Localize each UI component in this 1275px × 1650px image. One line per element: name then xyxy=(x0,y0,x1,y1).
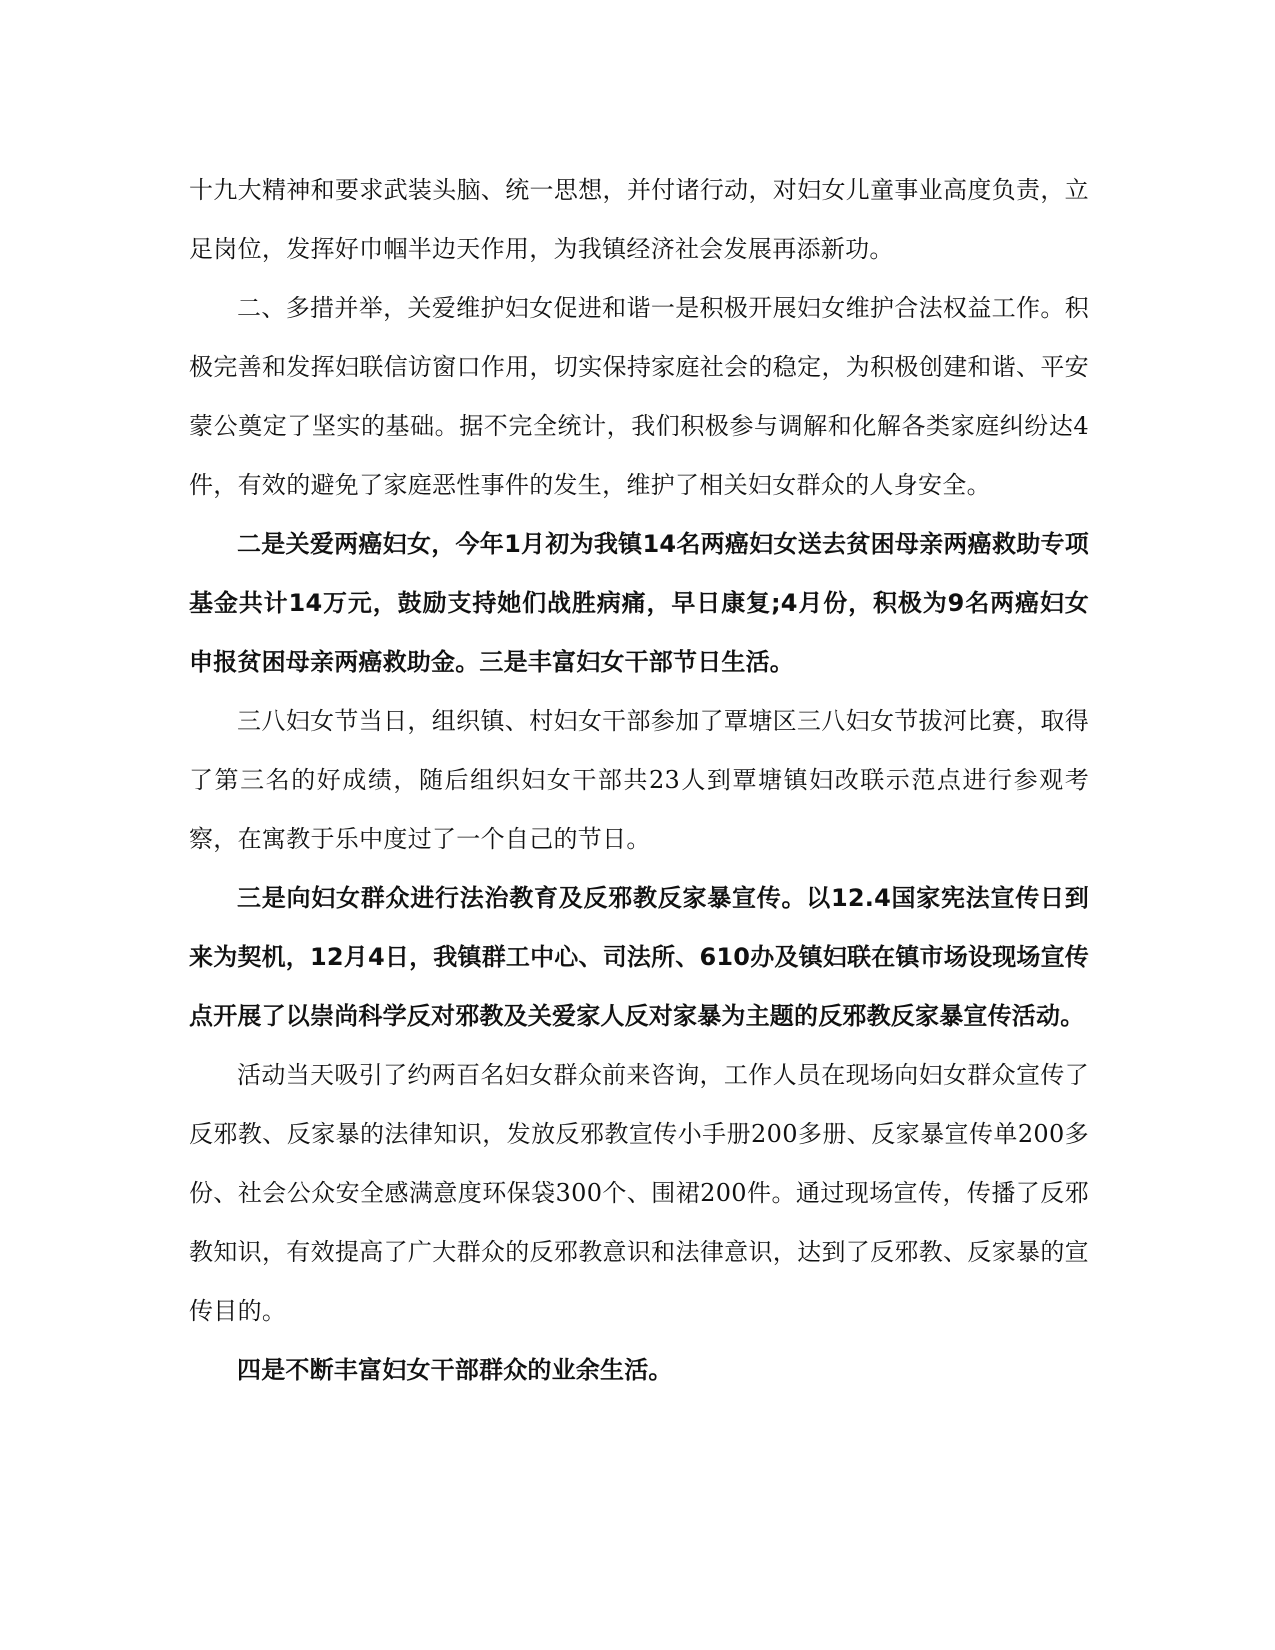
paragraph-leisure-life: 四是不断丰富妇女干部群众的业余生活。 xyxy=(237,1356,673,1384)
paragraph-womens-day: 三八妇女节当日，组织镇、村妇女干部参加了覃塘区三八妇女节拔河比赛，取得了第三名的好成绩，随后组织妇女干部共23人到覃塘镇妇改联示范点进行参观考察，在寓教于乐中度过了一个自己的节日。 xyxy=(189,707,1089,853)
paragraph-event-day: 活动当天吸引了约两百名妇女群众前来咨询，工作人员在现场向妇女群众宣传了反邪教、反家暴的法律知识，发放反邪教宣传小手册200多册、反家暴宣传单200多份、社会公众安全感满意度环保袋300个、围裙200件。通过现场宣传，传播了反邪教知识，有效提高了广大群众的反邪教意识和法律意识，达到了反邪教、反家暴的宣传目的。 xyxy=(189,1061,1089,1325)
paragraph-cancer-care: 二是关爱两癌妇女，今年1月初为我镇14名两癌妇女送去贫困母亲两癌救助专项基金共计14万元，鼓励支持她们战胜病痛，早日康复;4月份，积极为9名两癌妇女申报贫困母亲两癌救助金。三是丰富妇女干部节日生活。 xyxy=(189,530,1089,676)
document-body xyxy=(189,161,1089,1400)
paragraph-continuation: 十九大精神和要求武装头脑、统一思想，并付诸行动，对妇女儿童事业高度负责，立足岗位，发挥好巾帼半边天作用，为我镇经济社会发展再添新功。 xyxy=(189,176,1089,263)
paragraph-section-two: 二、多措并举，关爱维护妇女促进和谐一是积极开展妇女维护合法权益工作。积极完善和发挥妇联信访窗口作用，切实保持家庭社会的稳定，为积极创建和谐、平安蒙公奠定了坚实的基础。据不完全统计，我们积极参与调解和化解各类家庭纠纷达4件，有效的避免了家庭恶性事件的发生，维护了相关妇女群众的人身安全。 xyxy=(189,294,1089,499)
paragraph-legal-education: 三是向妇女群众进行法治教育及反邪教反家暴宣传。以12.4国家宪法宣传日到来为契机，12月4日，我镇群工中心、司法所、610办及镇妇联在镇市场设现场宣传点开展了以崇尚科学反对邪教及关爱家人反对家暴为主题的反邪教反家暴宣传活动。 xyxy=(189,884,1089,1030)
